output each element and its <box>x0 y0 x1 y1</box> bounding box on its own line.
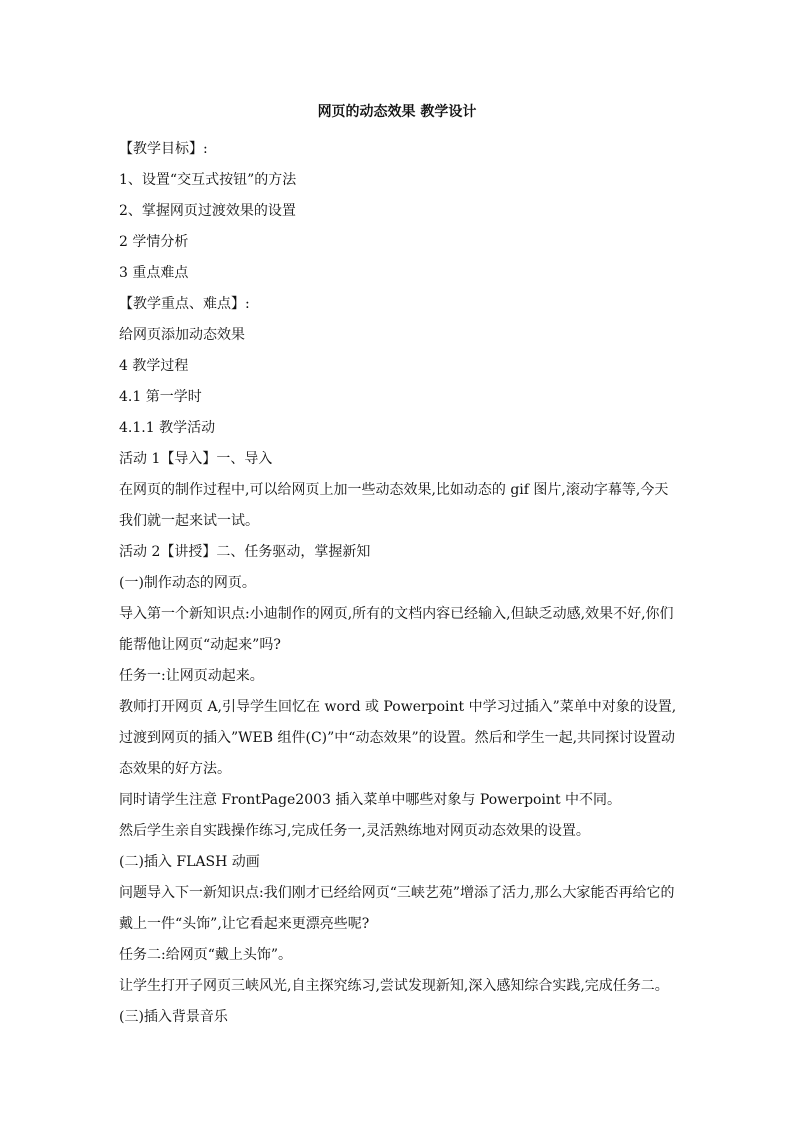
paragraph: 3 重点难点 <box>119 265 189 281</box>
paragraph: 给网页添加动态效果 <box>119 327 245 343</box>
paragraph: 4 教学过程 <box>119 358 189 374</box>
paragraph: 问题导入下一新知识点:我们刚才已经给网页“三峡艺苑”增添了活力,那么大家能否再给它的戴上一件“头饰”,让它看起来更漂亮些呢? <box>119 885 675 932</box>
paragraph: 同时请学生注意 FrontPage2003 插入菜单中哪些对象与 Powerpoint 中不同。 <box>119 792 622 808</box>
paragraph: 4.1 第一学时 <box>119 389 202 405</box>
document-body <box>119 134 679 1033</box>
paragraph: 2、掌握网页过渡效果的设置 <box>119 203 296 219</box>
paragraph: 2 学情分析 <box>119 234 189 250</box>
paragraph: 任务一:让网页动起来。 <box>119 668 264 684</box>
paragraph: (二)插入 FLASH 动画 <box>119 854 260 870</box>
paragraph: 【教学重点、难点】: <box>119 296 250 312</box>
document-title: 网页的动态效果 教学设计 <box>317 104 477 120</box>
paragraph: 然后学生亲自实践操作练习,完成任务一,灵活熟练地对网页动态效果的设置。 <box>119 823 590 839</box>
paragraph: 4.1.1 教学活动 <box>119 420 216 436</box>
paragraph: 教师打开网页 A,引导学生回忆在 word 或 Powerpoint 中学习过插入”菜单中对象的设置,过渡到网页的插入”WEB 组件(C)”中“动态效果”的设置。然后和学生一起,共同探讨设置动态效果的好方法。 <box>119 699 677 777</box>
paragraph: 让学生打开子网页三峡风光,自主探究练习,尝试发现新知,深入感知综合实践,完成任务二。 <box>119 978 669 994</box>
paragraph: 任务二:给网页“戴上头饰”。 <box>119 947 293 963</box>
paragraph: 活动 1【导入】一、导入 <box>119 451 273 467</box>
paragraph: 活动 2【讲授】二、任务驱动，掌握新知 <box>119 544 371 560</box>
paragraph: (一)制作动态的网页。 <box>119 575 256 591</box>
paragraph: 导入第一个新知识点:小迪制作的网页,所有的文档内容已经输入,但缺乏动感,效果不好,你们能帮他让网页“动起来”吗? <box>119 606 674 653</box>
paragraph: 【教学目标】: <box>119 141 208 157</box>
paragraph: 1、设置“交互式按钮”的方法 <box>119 172 297 188</box>
paragraph: (三)插入背景音乐 <box>119 1009 228 1025</box>
paragraph: 在网页的制作过程中,可以给网页上加一些动态效果,比如动态的 gif 图片,滚动字幕等,今天我们就一起来试一试。 <box>119 482 669 529</box>
